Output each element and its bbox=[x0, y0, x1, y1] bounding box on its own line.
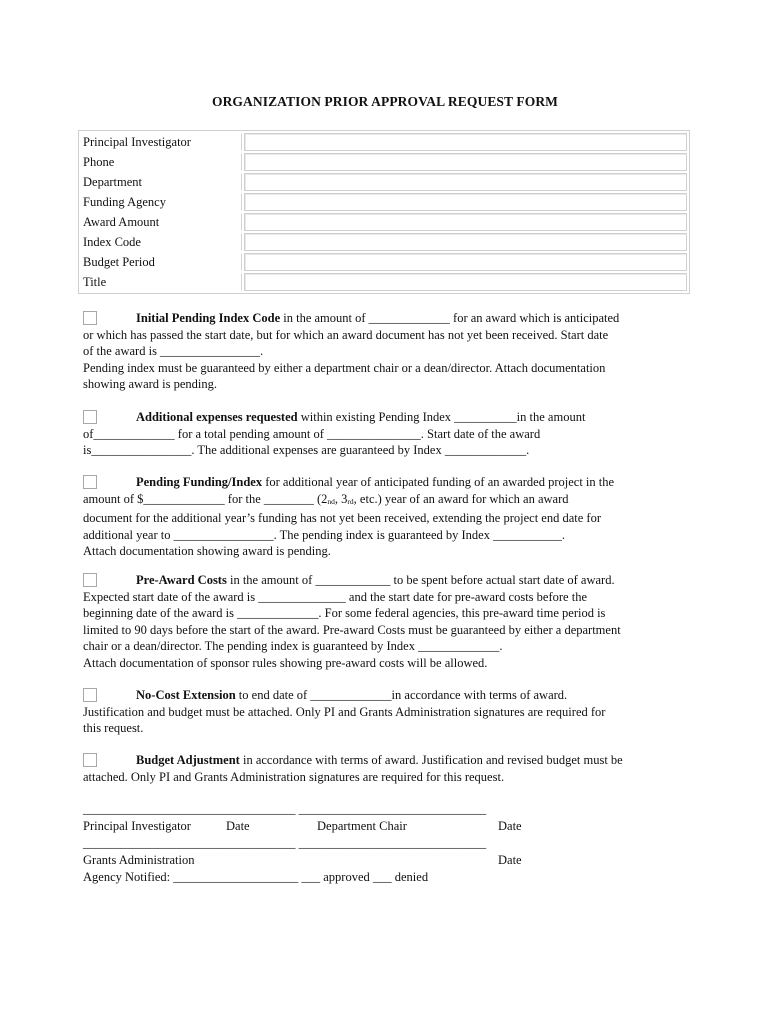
section-initial-pending-index: Initial Pending Index Code in the amount of _____________ for an award which is anticipated or which has passed the start date, but for which an award document has not yet been received. Start date of the award is ________________. Pending index must be guaranteed by either a department chair or a dean/director. Attach documentation showing award is pending. bbox=[83, 311, 620, 391]
info-row-budget-period bbox=[81, 253, 687, 271]
checkbox-additional-expenses[interactable] bbox=[83, 410, 97, 424]
input-title[interactable] bbox=[244, 273, 687, 291]
pi-signature-label: Principal Investigator bbox=[83, 819, 191, 833]
signature-line-2[interactable]: __________________________________ ______________________________ bbox=[83, 836, 487, 850]
label-principal-investigator: Principal Investigator bbox=[81, 133, 242, 151]
label-award-amount: Award Amount bbox=[81, 213, 242, 231]
chair-date-label: Date bbox=[498, 819, 522, 833]
info-row-index-code bbox=[81, 233, 687, 251]
heading-pending-funding-index: Pending Funding/Index bbox=[136, 475, 263, 489]
info-row-department bbox=[81, 173, 687, 191]
info-row-title bbox=[81, 273, 687, 291]
signature-line-1[interactable]: __________________________________ ______________________________ bbox=[83, 802, 487, 816]
input-award-amount[interactable] bbox=[244, 213, 687, 231]
label-department: Department bbox=[81, 173, 242, 191]
label-budget-period: Budget Period bbox=[81, 253, 242, 271]
info-row-principal-investigator bbox=[81, 133, 687, 151]
heading-initial-pending-index: Initial Pending Index Code bbox=[136, 311, 281, 325]
input-funding-agency[interactable] bbox=[244, 193, 687, 211]
heading-pre-award-costs: Pre-Award Costs bbox=[136, 573, 227, 587]
heading-budget-adjustment: Budget Adjustment bbox=[136, 753, 240, 767]
info-row-funding-agency bbox=[81, 193, 687, 211]
input-budget-period[interactable] bbox=[244, 253, 687, 271]
info-row-award-amount bbox=[81, 213, 687, 231]
checkbox-budget-adjustment[interactable] bbox=[83, 753, 97, 767]
section-no-cost-extension: No-Cost Extension to end date of _____________in accordance with terms of award. Justification and budget must be attached. Only PI and Grants Administration signatures are required for this request. bbox=[83, 688, 606, 735]
grants-admin-label: Grants Administration bbox=[83, 853, 195, 867]
input-principal-investigator[interactable] bbox=[244, 133, 687, 151]
label-title: Title bbox=[81, 273, 242, 291]
label-funding-agency: Funding Agency bbox=[81, 193, 242, 211]
checkbox-initial-pending-index[interactable] bbox=[83, 311, 97, 325]
grants-date-label: Date bbox=[498, 853, 522, 867]
chair-signature-label: Department Chair bbox=[317, 819, 407, 833]
input-phone[interactable] bbox=[244, 153, 687, 171]
heading-additional-expenses: Additional expenses requested bbox=[136, 410, 298, 424]
info-table bbox=[78, 130, 690, 294]
input-department[interactable] bbox=[244, 173, 687, 191]
pi-date-label: Date bbox=[226, 819, 250, 833]
heading-no-cost-extension: No-Cost Extension bbox=[136, 688, 236, 702]
checkbox-pre-award-costs[interactable] bbox=[83, 573, 97, 587]
section-budget-adjustment: Budget Adjustment in accordance with terms of award. Justification and revised budget must be attached. Only PI and Grants Administration signatures are required for this request. bbox=[83, 753, 623, 784]
label-index-code: Index Code bbox=[81, 233, 242, 251]
label-phone: Phone bbox=[81, 153, 242, 171]
form-title: ORGANIZATION PRIOR APPROVAL REQUEST FORM bbox=[211, 94, 559, 109]
agency-notified-line[interactable]: Agency Notified: ____________________ ___ approved ___ denied bbox=[83, 870, 429, 884]
section-pre-award-costs: Pre-Award Costs in the amount of ____________ to be spent before actual start date of award. Expected start date of the award is ______________ and the start date for pre-award costs before the beginning date of the award is _____________. For some federal agencies, this pre-award time period is limited to 90 days before the start of the award. Pre-award Costs must be guaranteed by either a department chair or a dean/director. The pending index is guaranteed by Index _____________. Attach documentation of sponsor rules showing pre-award costs will be allowed. bbox=[83, 573, 621, 670]
section-additional-expenses: Additional expenses requested within existing Pending Index __________in the amount of_____________ for a total pending amount of _______________. Start date of the award is________________. The additional expenses are guaranteed by Index _____________. bbox=[83, 410, 586, 457]
checkbox-pending-funding-index[interactable] bbox=[83, 475, 97, 489]
info-row-phone bbox=[81, 153, 687, 171]
signature-block bbox=[83, 801, 543, 886]
section-pending-funding-index: Pending Funding/Index for additional year of anticipated funding of an awarded project in the amount of $_____________ for the ________ ($2_{nd}$, $3_{rd}$, etc.) year of an award for which an award document for the additional year’s funding has not yet been received, extending the project end date for additional year to ________________. The pending index is guaranteed by Index ___________. Attach documentation showing award is pending. bbox=[83, 475, 615, 558]
input-index-code[interactable] bbox=[244, 233, 687, 251]
checkbox-no-cost-extension[interactable] bbox=[83, 688, 97, 702]
